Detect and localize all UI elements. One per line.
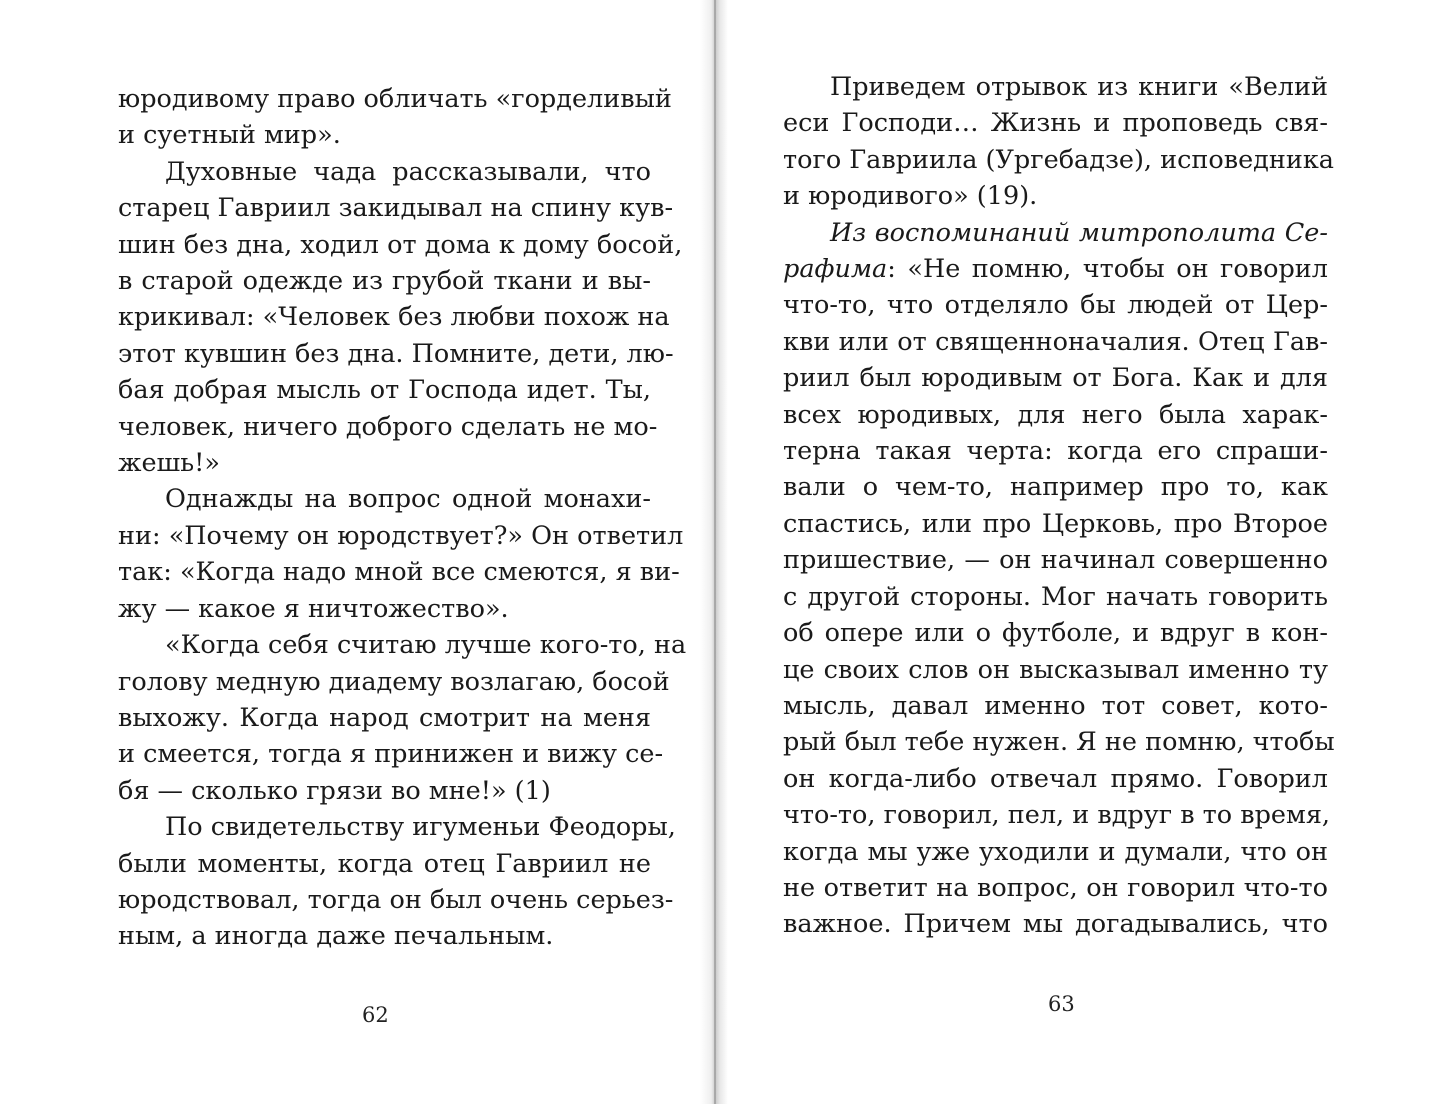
text-line [783, 215, 1328, 251]
right-page [716, 0, 1445, 1104]
text-line: были моменты, когда отец Гавриил не [118, 848, 651, 879]
left-page-text [118, 81, 687, 955]
text-line: что-то, что отделяло бы людей от Цер- [783, 290, 1328, 321]
right-page-number: 63 [1048, 992, 1075, 1016]
italic-text: рафима [783, 254, 888, 285]
italic-text: Из воспоминаний митрополита Се- [830, 217, 1328, 248]
text-line: це своих слов он высказывал именно ту [783, 654, 1328, 685]
text-line: спастись, или про Церковь, про Второе [783, 508, 1328, 539]
text-line: шин без дна, ходил от дома к дому босой, [118, 229, 683, 260]
text-line: и смеется, тогда я принижен и вижу се- [118, 739, 664, 770]
text-line: бя — сколько грязи во мне!» (1) [118, 775, 551, 806]
text-line: он когда-либо отвечал прямо. Говорил [783, 763, 1328, 794]
text-line: бая добрая мысль от Господа идет. Ты, [118, 375, 651, 406]
text-line: старец Гавриил закидывал на спину кув- [118, 193, 674, 224]
left-page-number: 62 [362, 1003, 389, 1027]
text-line: выхожу. Когда народ смотрит на меня [118, 702, 651, 733]
text-line: когда мы уже уходили и думали, что он [783, 836, 1328, 867]
text-line: об опере или о футболе, и вдруг в кон- [783, 618, 1328, 649]
right-page-text [783, 69, 1335, 943]
text-line: жешь!» [118, 448, 220, 479]
text-line: не ответит на вопрос, он говорил что-то [783, 872, 1328, 903]
text-line: голову медную диадему возлагаю, босой [118, 666, 670, 697]
text-line: и суетный мир». [118, 120, 341, 151]
text-line: терна такая черта: когда его спраши- [783, 436, 1328, 467]
text-line: этот кувшин без дна. Помните, дети, лю- [118, 338, 674, 369]
text-line: Приведем отрывок из книги «Велий [830, 72, 1328, 102]
text-line: жу — какое я ничтожество». [118, 593, 509, 624]
text-line: кви или от священноначалия. Отец Гав- [783, 326, 1328, 357]
left-page [0, 0, 716, 1104]
text-line: всех юродивых, для него была харак- [783, 399, 1328, 430]
text-line: риил был юродивым от Бога. Как и для [783, 363, 1328, 394]
text-line: в старой одежде из грубой ткани и вы- [118, 266, 651, 297]
text-line: Однажды на вопрос одной монахи- [165, 484, 651, 515]
text-line: юродствовал, тогда он был очень серьез- [118, 884, 674, 915]
text-line: того Гавриила (Ургебадзе), исповедника [783, 144, 1335, 175]
text-line: вали о чем-то, например про то, как [783, 472, 1328, 503]
text-line: человек, ничего доброго сделать не мо- [118, 411, 658, 442]
text-line: ным, а иногда даже печальным. [118, 921, 554, 952]
text-line: крикивал: «Человек без любви похож на [118, 302, 670, 333]
text-line: По свидетельству игуменьи Феодоры, [165, 812, 676, 843]
text-line: важное. Причем мы догадывались, что [783, 909, 1328, 940]
text-line: мысль, давал именно тот совет, кото- [783, 690, 1328, 721]
text-line: рый был тебе нужен. Я не помню, чтобы [783, 727, 1335, 758]
text-line: «Когда себя считаю лучше кого-то, на [165, 630, 687, 661]
text-line: так: «Когда надо мной все смеются, я ви- [118, 557, 680, 588]
text-line: еси Господи… Жизнь и проповедь свя- [783, 108, 1328, 139]
text-line: ни: «Почему он юродствует?» Он ответил [118, 520, 684, 551]
text-line: юродивому право обличать «горделивый [118, 84, 672, 114]
text-line [783, 251, 1328, 287]
text-line: Духовные чада рассказывали, что [165, 156, 651, 187]
text-line: что-то, говорил, пел, и вдруг в то время, [783, 800, 1331, 831]
text-line: пришествие, — он начинал совершенно [783, 545, 1328, 576]
book-spine-fold [714, 0, 716, 1104]
text-line: и юродивого» (19). [783, 181, 1038, 212]
text-line: с другой стороны. Мог начать говорить [783, 581, 1328, 612]
line-text: : «Не помню, чтобы он говорил [887, 254, 1328, 285]
